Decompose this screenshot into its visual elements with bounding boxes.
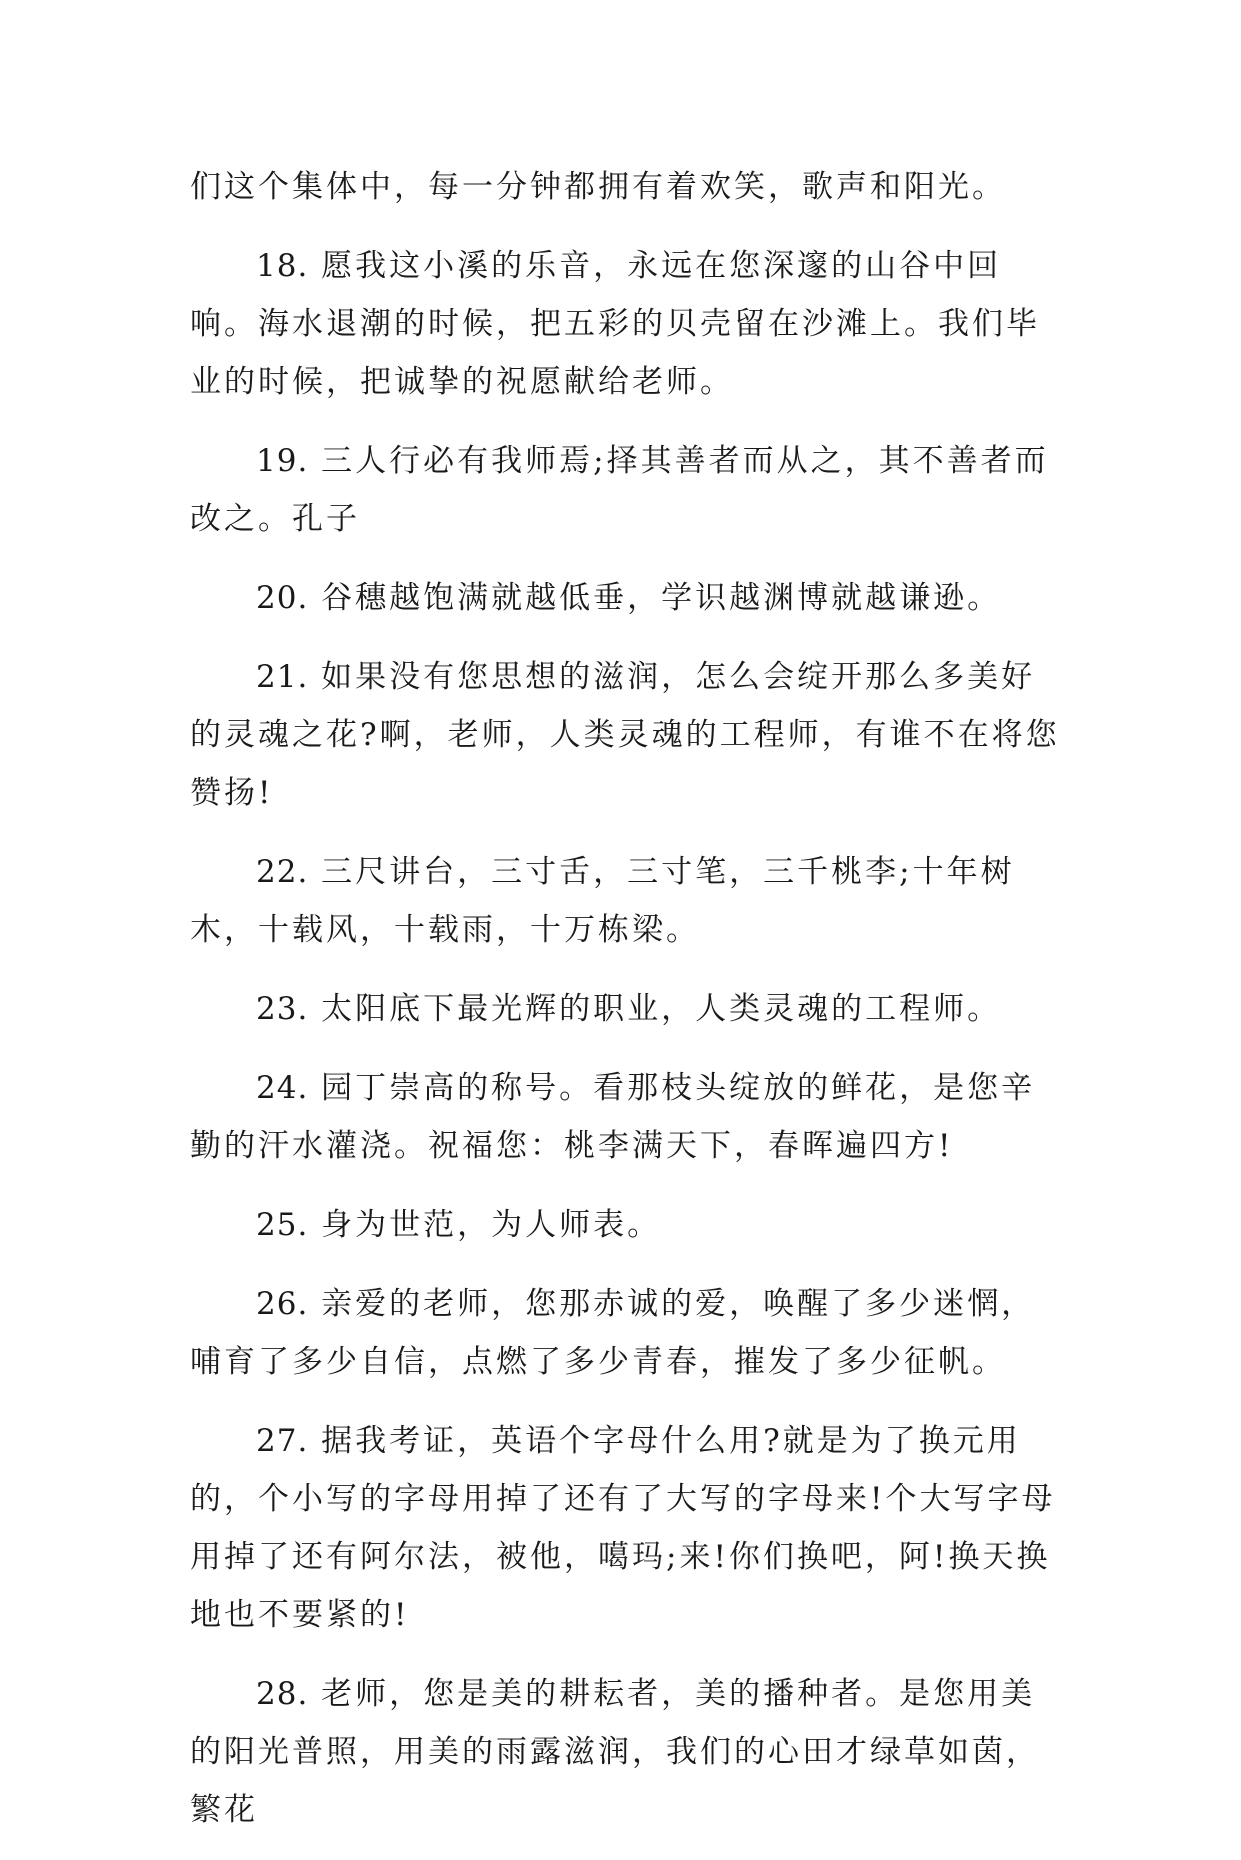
paragraph-text: 据我考证，英语个字母什么用?就是为了换元用的，个小写的字母用掉了还有了大写的字母来!个大写字母用掉了还有阿尔法，被他，噶玛;来!你们换吧，阿!换天换地也不要紧的! bbox=[190, 1423, 1056, 1633]
paragraph-text: 太阳底下最光辉的职业，人类灵魂的工程师。 bbox=[321, 991, 1002, 1027]
paragraph-number: 18. bbox=[256, 248, 309, 284]
paragraph-text: 亲爱的老师，您那赤诚的爱，唤醒了多少迷惘，哺育了多少自信，点燃了多少青春，摧发了多少征帆。 bbox=[190, 1286, 1036, 1380]
paragraph-number: 24. bbox=[256, 1070, 309, 1106]
paragraph-number: 22. bbox=[256, 854, 309, 890]
paragraph-text: 老师，您是美的耕耘者，美的播种者。是您用美的阳光普照，用美的雨露滋润，我们的心田才绿草如茵，繁花 bbox=[190, 1676, 1040, 1828]
document-body bbox=[190, 158, 1060, 1860]
paragraph-text: 三人行必有我师焉;择其善者而从之，其不善者而改之。孔子 bbox=[190, 443, 1049, 537]
paragraph-number: 20. bbox=[256, 580, 309, 616]
paragraph-25 bbox=[190, 1196, 1060, 1254]
paragraph-number: 19. bbox=[256, 443, 309, 479]
paragraph-text: 愿我这小溪的乐音，永远在您深邃的山谷中回响。海水退潮的时候，把五彩的贝壳留在沙滩上。我们毕业的时候，把诚挚的祝愿献给老师。 bbox=[190, 248, 1040, 400]
paragraph-21 bbox=[190, 648, 1060, 822]
paragraph-text: 谷穗越饱满就越低垂，学识越渊博就越谦逊。 bbox=[321, 580, 1002, 616]
paragraph-23 bbox=[190, 980, 1060, 1038]
paragraph-28 bbox=[190, 1665, 1060, 1839]
paragraph-number: 23. bbox=[256, 991, 309, 1027]
paragraph-number: 26. bbox=[256, 1286, 309, 1322]
paragraph-text: 园丁崇高的称号。看那枝头绽放的鲜花，是您辛勤的汗水灌浇。祝福您：桃李满天下，春晖遍四方! bbox=[190, 1070, 1036, 1164]
paragraph-number: 28. bbox=[256, 1676, 309, 1712]
paragraph-19 bbox=[190, 432, 1060, 548]
paragraph-26 bbox=[190, 1275, 1060, 1391]
paragraph-text: 身为世范，为人师表。 bbox=[321, 1207, 662, 1243]
paragraph-text: 三尺讲台，三寸舌，三寸笔，三千桃李;十年树木，十载风，十载雨，十万栋梁。 bbox=[190, 854, 1015, 948]
paragraph-20 bbox=[190, 569, 1060, 627]
paragraph-24 bbox=[190, 1059, 1060, 1175]
paragraph-22 bbox=[190, 843, 1060, 959]
paragraph-number: 27. bbox=[256, 1423, 309, 1459]
paragraph-number: 21. bbox=[256, 659, 309, 695]
paragraph-number: 25. bbox=[256, 1207, 309, 1243]
paragraph-text: 如果没有您思想的滋润，怎么会绽开那么多美好的灵魂之花?啊，老师，人类灵魂的工程师，有谁不在将您赞扬! bbox=[190, 659, 1060, 811]
paragraph-27 bbox=[190, 1412, 1060, 1644]
paragraph-18 bbox=[190, 237, 1060, 411]
opening-line: 们这个集体中，每一分钟都拥有着欢笑，歌声和阳光。 bbox=[190, 169, 1006, 205]
